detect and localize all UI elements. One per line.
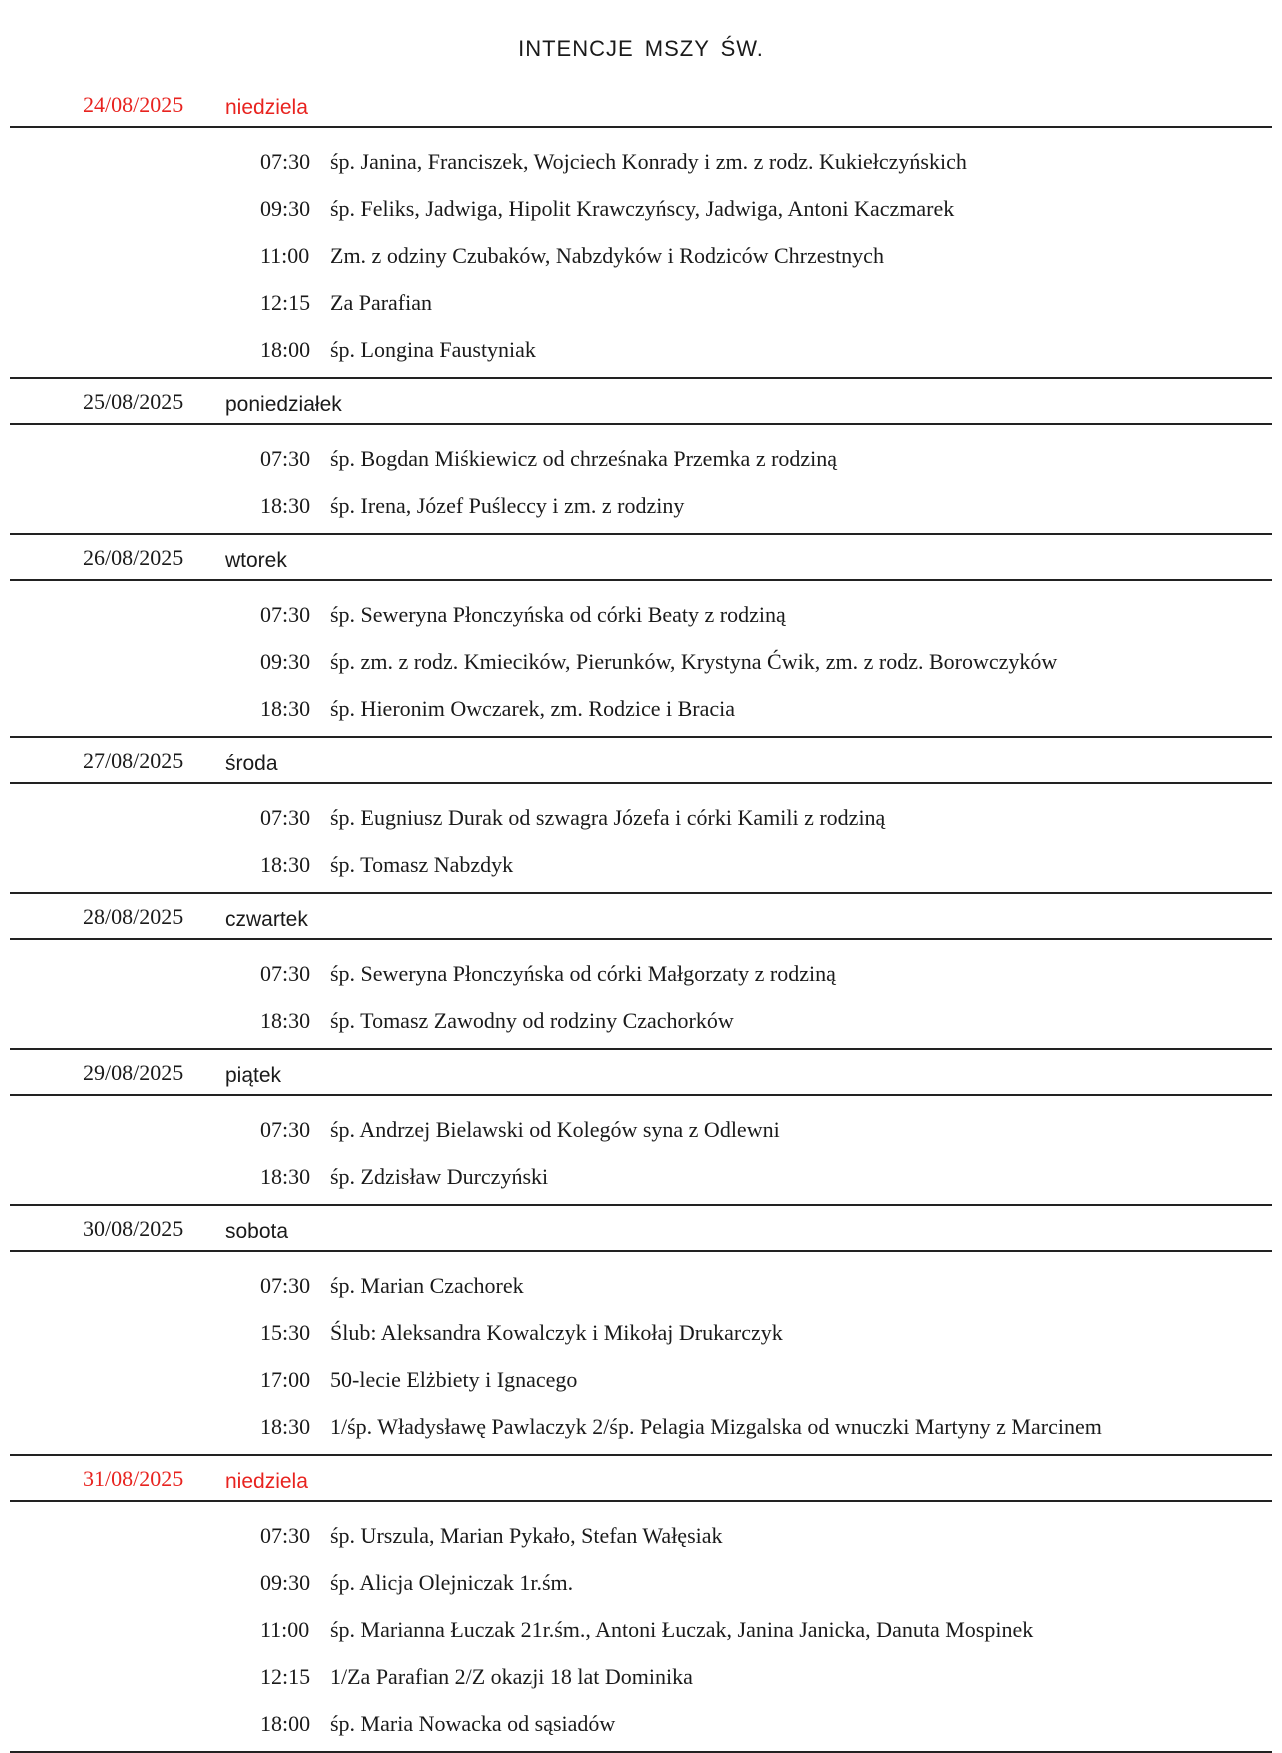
mass-intention-row [10, 1309, 1272, 1356]
day-date: 25/08/2025 [83, 389, 184, 414]
day-header [10, 1456, 1272, 1502]
mass-intention-text: śp. Irena, Józef Puśleccy i zm. z rodziny [330, 492, 685, 518]
day-date: 26/08/2025 [83, 545, 184, 570]
mass-time: 09:30 [260, 648, 311, 674]
mass-intention-row [10, 1559, 1272, 1606]
mass-time: 11:00 [260, 242, 310, 268]
mass-intention-row [10, 279, 1272, 326]
day-name: środa [225, 752, 278, 775]
day-entries [10, 1502, 1272, 1753]
mass-intention-row [10, 1700, 1272, 1747]
day-date: 29/08/2025 [83, 1060, 184, 1085]
mass-intention-text: śp. Alicja Olejniczak 1r.śm. [330, 1569, 574, 1595]
day-name: piątek [225, 1064, 282, 1087]
day-name: niedziela [225, 96, 308, 119]
mass-intention-row [10, 482, 1272, 529]
mass-time: 07:30 [260, 601, 311, 627]
day-date: 24/08/2025 [83, 92, 184, 117]
day-name: wtorek [225, 549, 287, 572]
day-date: 27/08/2025 [83, 748, 184, 773]
mass-time: 18:00 [260, 336, 311, 362]
mass-intention-text: śp. Eugniusz Durak od szwagra Józefa i córki Kamili z rodziną [330, 804, 886, 830]
mass-intention-text: śp. Seweryna Płonczyńska od córki Małgorzaty z rodziną [330, 960, 836, 986]
day-name: poniedziałek [225, 393, 342, 416]
mass-intention-text: śp. Urszula, Marian Pykało, Stefan Wałęsiak [330, 1522, 723, 1548]
day-entries [10, 1252, 1272, 1456]
mass-time: 09:30 [260, 1569, 311, 1595]
mass-intention-row [10, 638, 1272, 685]
mass-intention-row [10, 950, 1272, 997]
day-header [10, 738, 1272, 784]
mass-intention-row [10, 1153, 1272, 1200]
mass-intention-text: śp. Andrzej Bielawski od Kolegów syna z Odlewni [330, 1116, 780, 1142]
mass-time: 11:00 [260, 1616, 310, 1642]
mass-intention-row [10, 794, 1272, 841]
mass-intention-row [10, 1606, 1272, 1653]
mass-time: 07:30 [260, 1116, 311, 1142]
mass-intention-row [10, 1512, 1272, 1559]
mass-time: 18:30 [260, 851, 311, 877]
mass-intention-text: 1/Za Parafian 2/Z okazji 18 lat Dominika [330, 1663, 693, 1689]
day-header [10, 894, 1272, 940]
mass-intention-text: śp. Tomasz Nabzdyk [330, 851, 514, 877]
mass-intention-row [10, 232, 1272, 279]
day-date: 31/08/2025 [83, 1466, 184, 1491]
day-name: czwartek [225, 908, 308, 931]
mass-intention-row [10, 326, 1272, 373]
mass-intention-text: śp. Maria Nowacka od sąsiadów [330, 1710, 616, 1736]
mass-time: 07:30 [260, 1522, 311, 1548]
day-header [10, 535, 1272, 581]
mass-intention-text: śp. Tomasz Zawodny od rodziny Czachorków [330, 1007, 734, 1033]
day-header [10, 1206, 1272, 1252]
mass-time: 07:30 [260, 960, 311, 986]
mass-intention-row [10, 138, 1272, 185]
mass-intention-row [10, 685, 1272, 732]
mass-time: 12:15 [260, 1663, 311, 1689]
mass-intention-text: śp. Feliks, Jadwiga, Hipolit Krawczyńscy, Jadwiga, Antoni Kaczmarek [330, 195, 955, 221]
day-name: sobota [225, 1220, 289, 1243]
day-entries [10, 425, 1272, 535]
mass-time: 07:30 [260, 804, 311, 830]
mass-intention-text: śp. Janina, Franciszek, Wojciech Konrady i zm. z rodz. Kukiełczyńskich [330, 148, 967, 174]
page-title: INTENCJE MSZY ŚW. [518, 36, 764, 61]
mass-intention-row [10, 1653, 1272, 1700]
mass-intention-text: śp. Zdzisław Durczyński [330, 1163, 549, 1189]
mass-intention-text: śp. Hieronim Owczarek, zm. Rodzice i Bracia [330, 695, 736, 721]
mass-time: 18:30 [260, 492, 311, 518]
mass-time: 07:30 [260, 148, 311, 174]
mass-time: 18:30 [260, 1163, 311, 1189]
mass-intention-text: Ślub: Aleksandra Kowalczyk i Mikołaj Drukarczyk [330, 1319, 783, 1345]
mass-intention-text: Za Parafian [330, 289, 432, 315]
day-header [10, 1050, 1272, 1096]
mass-intention-row [10, 591, 1272, 638]
mass-intention-text: 50-lecie Elżbiety i Ignacego [330, 1366, 578, 1392]
mass-time: 09:30 [260, 195, 311, 221]
mass-intention-row [10, 841, 1272, 888]
mass-intention-row [10, 185, 1272, 232]
mass-time: 18:00 [260, 1710, 311, 1736]
day-entries [10, 128, 1272, 379]
mass-time: 17:00 [260, 1366, 311, 1392]
mass-intention-text: 1/śp. Władysławę Pawlaczyk 2/śp. Pelagia Mizgalska od wnuczki Martyny z Marcinem [330, 1413, 1102, 1439]
day-entries [10, 784, 1272, 894]
mass-intention-text: śp. Marian Czachorek [330, 1272, 524, 1298]
mass-intention-row [10, 1106, 1272, 1153]
mass-schedule [10, 82, 1272, 1753]
mass-intention-row [10, 1356, 1272, 1403]
mass-time: 18:30 [260, 695, 311, 721]
mass-time: 07:30 [260, 1272, 311, 1298]
day-date: 28/08/2025 [83, 904, 184, 929]
mass-intention-text: śp. Marianna Łuczak 21r.śm., Antoni Łuczak, Janina Janicka, Danuta Mospinek [330, 1616, 1034, 1642]
mass-time: 18:30 [260, 1413, 311, 1439]
day-header [10, 82, 1272, 128]
mass-intention-text: śp. Bogdan Miśkiewicz od chrześnaka Przemka z rodziną [330, 445, 838, 471]
day-header [10, 379, 1272, 425]
day-name: niedziela [225, 1470, 308, 1493]
day-entries [10, 581, 1272, 738]
mass-intention-text: śp. Seweryna Płonczyńska od córki Beaty z rodziną [330, 601, 786, 627]
mass-intention-text: śp. zm. z rodz. Kmiecików, Pierunków, Krystyna Ćwik, zm. z rodz. Borowczyków [330, 648, 1058, 674]
mass-intention-row [10, 997, 1272, 1044]
day-date: 30/08/2025 [83, 1216, 184, 1241]
mass-intention-row [10, 1403, 1272, 1450]
day-entries [10, 1096, 1272, 1206]
mass-intention-row [10, 435, 1272, 482]
mass-intention-text: Zm. z odziny Czubaków, Nabzdyków i Rodziców Chrzestnych [330, 242, 884, 268]
day-entries [10, 940, 1272, 1050]
mass-intention-text: śp. Longina Faustyniak [330, 336, 536, 362]
mass-time: 18:30 [260, 1007, 311, 1033]
mass-time: 15:30 [260, 1319, 311, 1345]
mass-time: 12:15 [260, 289, 311, 315]
mass-time: 07:30 [260, 445, 311, 471]
mass-intention-row [10, 1262, 1272, 1309]
